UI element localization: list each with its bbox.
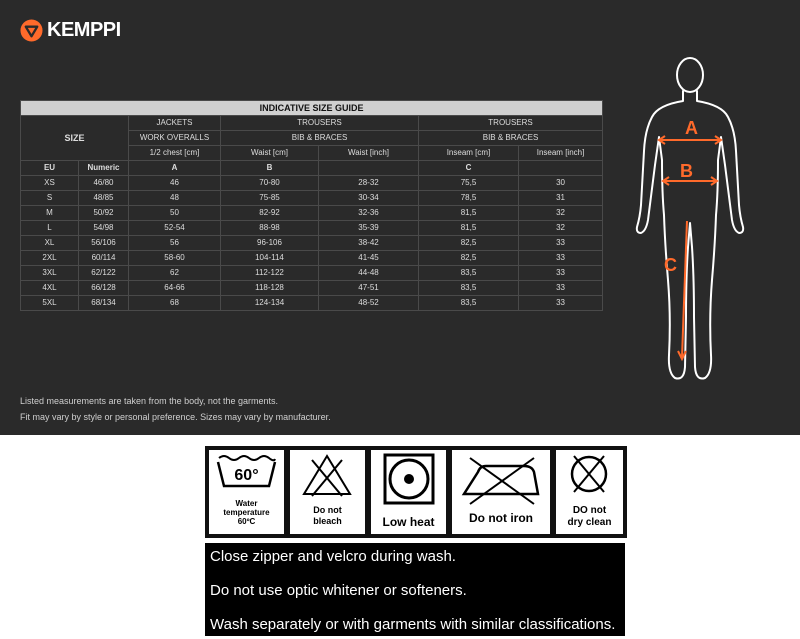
empty-cell — [519, 161, 603, 176]
no-dry-clean-icon — [556, 450, 623, 500]
empty-cell — [319, 161, 419, 176]
measure-a-marker: A — [685, 118, 698, 138]
inseam-inch-column-header: Inseam [inch] — [519, 146, 603, 161]
no-bleach-icon — [290, 450, 365, 500]
work-overalls-header: WORK OVERALLS — [129, 131, 221, 146]
eu-size-cell: L — [21, 221, 79, 236]
waist-cm-cell: 70-80 — [221, 176, 319, 191]
waist-cm-cell: 104-114 — [221, 251, 319, 266]
waist-inch-cell: 38-42 — [319, 236, 419, 251]
waist-cm-cell: 118-128 — [221, 281, 319, 296]
chest-cm-cell: 62 — [129, 266, 221, 281]
numeric-size-cell: 68/134 — [79, 296, 129, 311]
measure-a-label: A — [129, 161, 221, 176]
iron-label: Do not iron — [469, 511, 533, 525]
dryclean-label-line1: DO not — [572, 505, 607, 516]
inseam-cm-column-header: Inseam [cm] — [419, 146, 519, 161]
care-instructions — [205, 543, 625, 636]
numeric-size-cell: 54/98 — [79, 221, 129, 236]
wash-label-line3: 60ºC — [237, 517, 256, 526]
inseam-cm-cell: 83,5 — [419, 266, 519, 281]
body-measurement-figure — [628, 55, 752, 390]
size-row — [21, 191, 603, 206]
numeric-size-cell: 66/128 — [79, 281, 129, 296]
inseam-inch-cell: 33 — [519, 281, 603, 296]
size-row — [21, 221, 603, 236]
waist-inch-cell: 44-48 — [319, 266, 419, 281]
inseam-cm-cell: 83,5 — [419, 281, 519, 296]
waist-inch-cell: 35-39 — [319, 221, 419, 236]
waist-inch-cell: 28-32 — [319, 176, 419, 191]
measure-c-marker: C — [664, 255, 677, 275]
waist-cm-cell: 124-134 — [221, 296, 319, 311]
size-row — [21, 281, 603, 296]
inseam-cm-cell: 81,5 — [419, 206, 519, 221]
dry-label: Low heat — [382, 515, 435, 529]
eu-size-cell: S — [21, 191, 79, 206]
eu-column-header: EU — [21, 161, 79, 176]
inseam-inch-cell: 33 — [519, 236, 603, 251]
waist-inch-cell: 32-36 — [319, 206, 419, 221]
size-row — [21, 236, 603, 251]
measurement-note: Listed measurements are taken from the body, not the garments. — [20, 396, 278, 406]
inseam-inch-cell: 33 — [519, 296, 603, 311]
trousers-header-1: TROUSERS — [221, 116, 419, 131]
numeric-size-cell: 62/122 — [79, 266, 129, 281]
kemppi-logo — [20, 18, 121, 42]
waist-cm-cell: 75-85 — [221, 191, 319, 206]
chest-cm-cell: 48 — [129, 191, 221, 206]
care-symbols-panel — [205, 446, 627, 538]
bleach-label-line2: bleach — [313, 516, 342, 526]
chest-column-header: 1/2 chest [cm] — [129, 146, 221, 161]
waist-cm-cell: 88-98 — [221, 221, 319, 236]
inseam-inch-cell: 31 — [519, 191, 603, 206]
size-row — [21, 176, 603, 191]
inseam-inch-cell: 33 — [519, 251, 603, 266]
inseam-cm-cell: 82,5 — [419, 236, 519, 251]
size-rows — [21, 176, 603, 311]
waist-inch-cell: 41-45 — [319, 251, 419, 266]
wash-label-line1: Water — [235, 499, 258, 508]
care-instruction-2: Do not use optic whitener or softeners. — [210, 582, 467, 599]
inseam-inch-cell: 33 — [519, 266, 603, 281]
eu-size-cell: 2XL — [21, 251, 79, 266]
size-row — [21, 206, 603, 221]
size-guide-table — [20, 100, 603, 311]
inseam-inch-cell: 32 — [519, 206, 603, 221]
bib-braces-header-1: BIB & BRACES — [221, 131, 419, 146]
numeric-size-cell: 56/106 — [79, 236, 129, 251]
size-row — [21, 296, 603, 311]
wash-60-symbol — [209, 450, 284, 534]
waist-cm-cell: 82-92 — [221, 206, 319, 221]
numeric-size-cell: 60/114 — [79, 251, 129, 266]
no-bleach-symbol — [290, 450, 365, 534]
numeric-size-cell: 48/85 — [79, 191, 129, 206]
tumble-dry-icon — [371, 450, 446, 512]
inseam-inch-cell: 30 — [519, 176, 603, 191]
eu-size-cell: 4XL — [21, 281, 79, 296]
waist-cm-cell: 112-122 — [221, 266, 319, 281]
inseam-cm-cell: 83,5 — [419, 296, 519, 311]
chest-cm-cell: 52-54 — [129, 221, 221, 236]
no-iron-symbol — [452, 450, 550, 534]
inseam-cm-cell: 75,5 — [419, 176, 519, 191]
inseam-cm-cell: 82,5 — [419, 251, 519, 266]
numeric-size-cell: 46/80 — [79, 176, 129, 191]
chest-cm-cell: 68 — [129, 296, 221, 311]
eu-size-cell: XS — [21, 176, 79, 191]
inseam-inch-cell: 32 — [519, 221, 603, 236]
numeric-size-cell: 50/92 — [79, 206, 129, 221]
table-title: INDICATIVE SIZE GUIDE — [21, 101, 603, 116]
care-instruction-3: Wash separately or with garments with similar classifications. — [210, 616, 616, 633]
care-instruction-1: Close zipper and velcro during wash. — [210, 548, 456, 565]
measure-b-marker: B — [680, 161, 693, 181]
chest-cm-cell: 56 — [129, 236, 221, 251]
numeric-column-header: Numeric — [79, 161, 129, 176]
size-row — [21, 266, 603, 281]
waist-inch-column-header: Waist [inch] — [319, 146, 419, 161]
body-outline — [637, 58, 743, 379]
wash-label-line2: temperature — [223, 508, 270, 517]
waist-inch-cell: 30-34 — [319, 191, 419, 206]
eu-size-cell: XL — [21, 236, 79, 251]
bleach-label-line1: Do not — [313, 505, 342, 515]
chest-cm-cell: 58-60 — [129, 251, 221, 266]
chest-cm-cell: 50 — [129, 206, 221, 221]
chest-cm-cell: 64-66 — [129, 281, 221, 296]
no-iron-icon — [452, 450, 550, 508]
jackets-header: JACKETS — [129, 116, 221, 131]
brand-name: KEMPPI — [47, 19, 121, 41]
measure-b-label: B — [221, 161, 319, 176]
waist-cm-column-header: Waist [cm] — [221, 146, 319, 161]
eu-size-cell: 5XL — [21, 296, 79, 311]
eu-size-cell: 3XL — [21, 266, 79, 281]
fit-note: Fit may vary by style or personal preference. Sizes may vary by manufacturer. — [20, 412, 331, 422]
bib-braces-header-2: BIB & BRACES — [419, 131, 603, 146]
inseam-cm-cell: 78,5 — [419, 191, 519, 206]
waist-cm-cell: 96-106 — [221, 236, 319, 251]
waist-inch-cell: 47-51 — [319, 281, 419, 296]
wash-temperature-value: 60° — [234, 467, 259, 484]
chest-cm-cell: 46 — [129, 176, 221, 191]
trousers-header-2: TROUSERS — [419, 116, 603, 131]
size-row — [21, 251, 603, 266]
tumble-dry-low-symbol — [371, 450, 446, 534]
size-header: SIZE — [21, 116, 129, 161]
measure-c-label: C — [419, 161, 519, 176]
eu-size-cell: M — [21, 206, 79, 221]
dryclean-label-line2: dry clean — [567, 517, 612, 528]
kemppi-logo-icon — [20, 19, 43, 42]
inseam-cm-cell: 81,5 — [419, 221, 519, 236]
no-dry-clean-symbol — [556, 450, 623, 534]
waist-inch-cell: 48-52 — [319, 296, 419, 311]
